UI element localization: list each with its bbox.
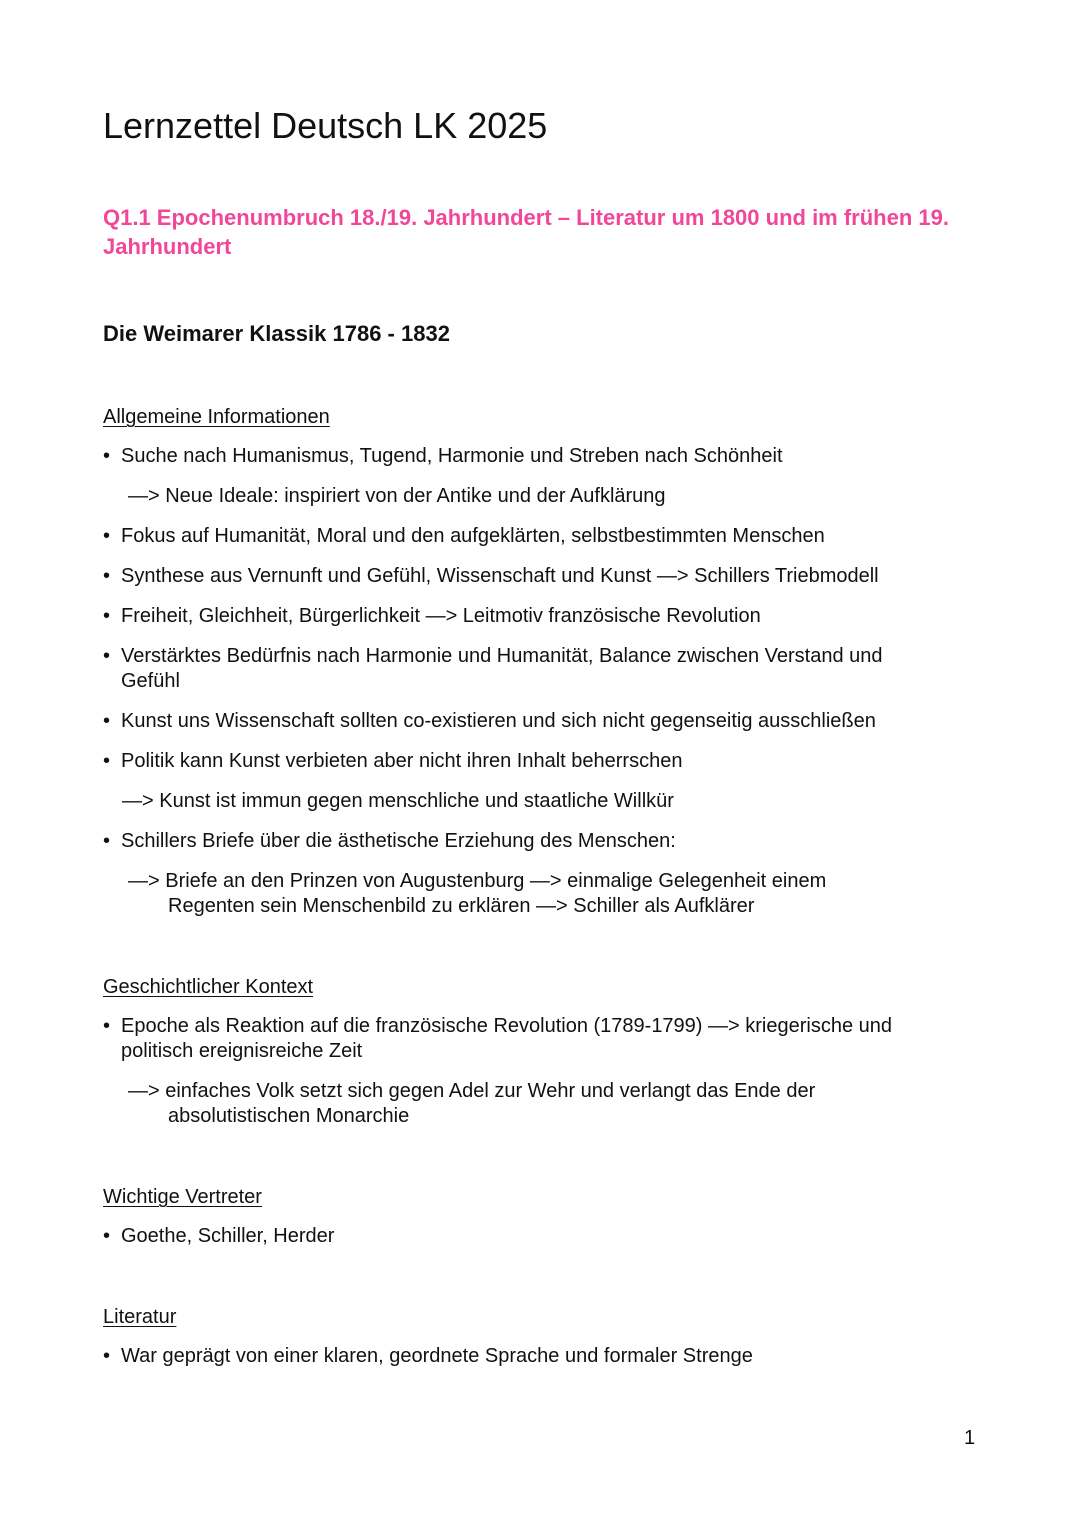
sub-list-item: —> einfaches Volk setzt sich gegen Adel zur Wehr und verlangt das Ende der bbox=[128, 1080, 816, 1102]
sub-list-item: —> Briefe an den Prinzen von Augustenburg —> einmalige Gelegenheit einem bbox=[128, 870, 827, 892]
section-heading-allgemeine-informationen: Allgemeine Informationen bbox=[103, 406, 330, 428]
document-title: Lernzettel Deutsch LK 2025 bbox=[103, 105, 548, 146]
list-item: Suche nach Humanismus, Tugend, Harmonie und Streben nach Schönheit bbox=[121, 445, 783, 467]
list-item: Synthese aus Vernunft und Gefühl, Wissenschaft und Kunst —> Schillers Triebmodell bbox=[121, 565, 879, 587]
epoch-heading: Die Weimarer Klassik 1786 - 1832 bbox=[103, 321, 450, 346]
bullet-icon: • bbox=[103, 605, 111, 627]
page-number: 1 bbox=[964, 1427, 976, 1449]
section-heading-literatur: Literatur bbox=[103, 1306, 177, 1328]
list-item-continuation: Gefühl bbox=[121, 670, 180, 692]
bullet-icon: • bbox=[103, 645, 111, 667]
list-item: War geprägt von einer klaren, geordnete Sprache und formaler Strenge bbox=[121, 1345, 753, 1367]
list-item: Politik kann Kunst verbieten aber nicht ihren Inhalt beherrschen bbox=[121, 750, 683, 772]
list-item: Schillers Briefe über die ästhetische Erziehung des Menschen: bbox=[121, 830, 676, 852]
list-item: Fokus auf Humanität, Moral und den aufgeklärten, selbstbestimmten Menschen bbox=[121, 525, 825, 547]
sub-list-item-continuation: Regenten sein Menschenbild zu erklären —> Schiller als Aufklärer bbox=[168, 895, 755, 917]
bullet-icon: • bbox=[103, 830, 111, 852]
section-heading-wichtige-vertreter: Wichtige Vertreter bbox=[103, 1186, 262, 1208]
list-item: Freiheit, Gleichheit, Bürgerlichkeit —> Leitmotiv französische Revolution bbox=[121, 605, 761, 627]
bullet-icon: • bbox=[103, 710, 111, 732]
section-heading-geschichtlicher-kontext: Geschichtlicher Kontext bbox=[103, 976, 314, 998]
bullet-icon: • bbox=[103, 445, 111, 467]
sub-list-item: —> Neue Ideale: inspiriert von der Antike und der Aufklärung bbox=[128, 485, 666, 507]
list-item: Verstärktes Bedürfnis nach Harmonie und Humanität, Balance zwischen Verstand und bbox=[121, 645, 883, 667]
bullet-icon: • bbox=[103, 1015, 111, 1037]
list-item: Epoche als Reaktion auf die französische Revolution (1789-1799) —> kriegerische und bbox=[121, 1015, 893, 1037]
list-item: Goethe, Schiller, Herder bbox=[121, 1225, 335, 1247]
bullet-icon: • bbox=[103, 565, 111, 587]
bullet-icon: • bbox=[103, 750, 111, 772]
bullet-icon: • bbox=[103, 525, 111, 547]
bullet-icon: • bbox=[103, 1345, 111, 1367]
list-item-continuation: politisch ereignisreiche Zeit bbox=[121, 1040, 363, 1062]
sub-list-item-continuation: absolutistischen Monarchie bbox=[168, 1105, 410, 1127]
list-item: Kunst uns Wissenschaft sollten co-existieren und sich nicht gegenseitig ausschließen bbox=[121, 710, 876, 732]
sub-list-item: —> Kunst ist immun gegen menschliche und staatliche Willkür bbox=[122, 790, 674, 812]
chapter-heading: Q1.1 Epochenumbruch 18./19. Jahrhundert – Literatur um 1800 und im frühen 19. Jahrhundert bbox=[103, 205, 949, 259]
bullet-icon: • bbox=[103, 1225, 111, 1247]
